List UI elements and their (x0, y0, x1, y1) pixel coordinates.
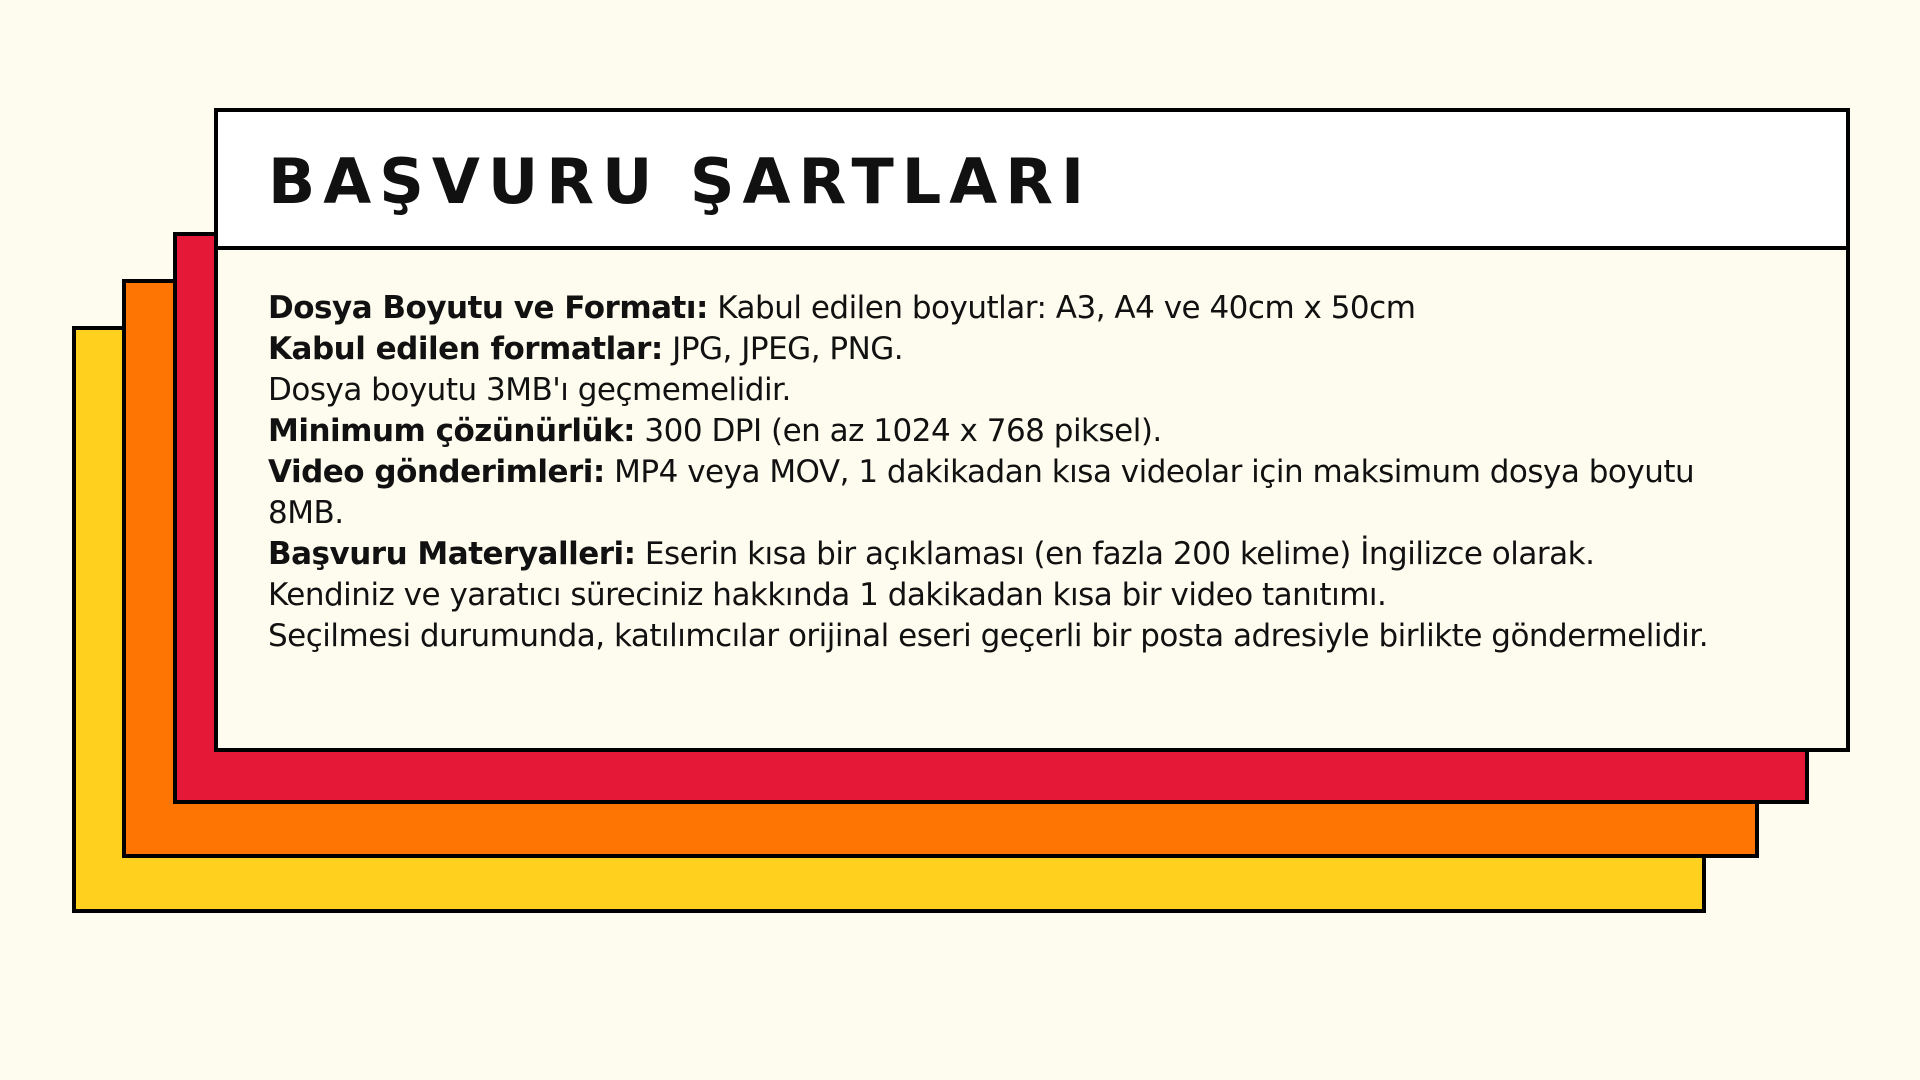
requirement-label: Minimum çözünürlük: (268, 413, 636, 449)
requirement-text: 300 DPI (en az 1024 x 768 piksel). (635, 413, 1162, 449)
requirement-text: Eserin kısa bir açıklaması (en fazla 200 kelime) İngilizce olarak. (635, 536, 1595, 572)
requirement-label: Video gönderimleri: (268, 454, 605, 490)
requirement-text: Kendiniz ve yaratıcı süreciniz hakkında 1 dakikadan kısa bir video tanıtımı. (268, 577, 1387, 613)
requirement-text: Dosya boyutu 3MB'ı geçmemelidir. (268, 372, 791, 408)
requirement-item (268, 534, 1768, 575)
requirement-text: Kabul edilen boyutlar: A3, A4 ve 40cm x 50cm (707, 290, 1416, 326)
card-header (218, 112, 1846, 250)
requirement-item (268, 411, 1768, 452)
requirement-text: Seçilmesi durumunda, katılımcılar orijinal eseri geçerli bir posta adresiyle birlikte göndermelidir. (268, 618, 1709, 654)
requirement-text: JPG, JPEG, PNG. (662, 331, 904, 367)
requirement-item (268, 616, 1768, 657)
requirement-item (268, 452, 1768, 534)
requirements-list (268, 288, 1768, 657)
requirement-item (268, 575, 1768, 616)
page-title: BAŞVURU ŞARTLARI (268, 145, 1093, 218)
requirement-label: Başvuru Materyalleri: (268, 536, 636, 572)
requirement-label: Kabul edilen formatlar: (268, 331, 663, 367)
requirements-card (214, 108, 1850, 752)
requirement-item (268, 329, 1768, 370)
requirement-item (268, 370, 1768, 411)
requirement-label: Dosya Boyutu ve Formatı: (268, 290, 708, 326)
requirement-text: MP4 veya MOV, 1 dakikadan kısa videolar için maksimum dosya boyutu 8MB. (268, 454, 1695, 531)
requirement-item (268, 288, 1768, 329)
